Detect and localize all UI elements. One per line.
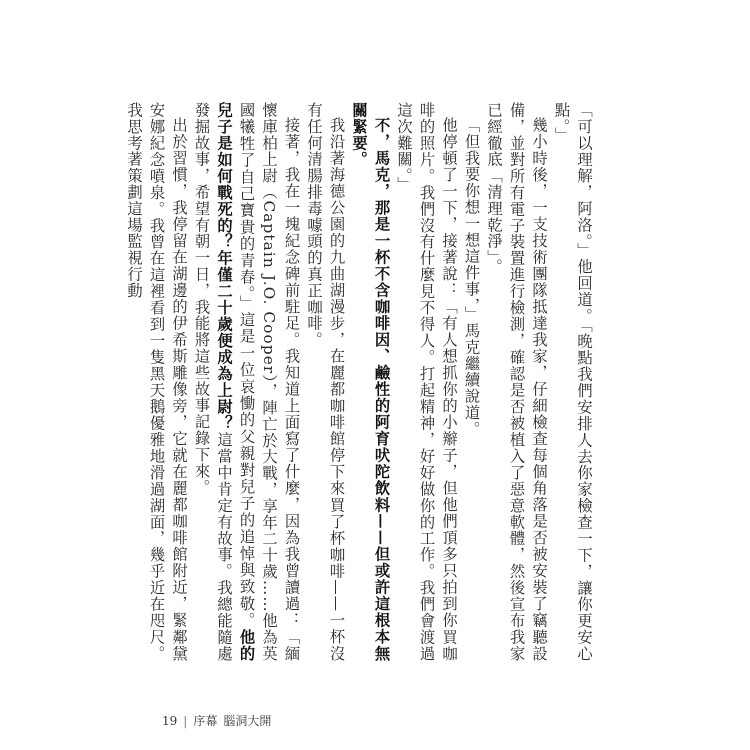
emphasis-text: 不，馬克，那是一杯不含咖啡因、鹼性的阿育吠陀飲料——但或許這根本無關緊要。 <box>350 102 391 662</box>
emphasis-text: 他的兒子是如何戰死的？年僅二十歲便成為上尉？ <box>215 102 256 662</box>
paragraph: 出於習慣，我停留在湖邊的伊希斯雕像旁，它就在麗都咖啡館附近，緊鄰黛安娜紀念噴泉。我曾在這裡看到一隻黑天鵝優雅地滑過湖面，幾乎近在咫尺。我思考著策劃這場監視行動 <box>125 102 188 662</box>
paragraph: 接著，我在一塊紀念碑前駐足。我知道上面寫了什麼，因為我曾讀過：「緬懷庫柏上尉（Captain J.O. Cooper），陣亡於大戰，享年二十歲……他為英國犧牲了自己寶貴的青春。」這是一位哀慟的父親對兒子的追悼與致敬。他的兒子是如何戰死的？年僅二十歲便成為上尉？這當中肯定有故事。我總能隨處發掘故事，希望有朝一日，我能將這些故事記錄下來。 <box>192 102 301 662</box>
paragraph: 我沿著海德公園的九曲湖漫步，在麗都咖啡館停下來買了杯咖啡——一杯沒有任何清腸排毒噱頭的真正咖啡。 <box>305 102 346 662</box>
paragraph: 「可以理解，阿洛。」他回道。「晚點我們安排人去你家檢查一下，讓你更安心點。」 <box>552 102 593 662</box>
section-label: 序幕 <box>193 714 218 728</box>
paragraph: 幾小時後，一支技術團隊抵達我家，仔細檢查每個角落是否被安裝了竊聽設備，並對所有電子裝置進行檢測，確認是否被植入了惡意軟體，然後宣布我家已經徹底「清理乾淨」。 <box>485 102 548 662</box>
page-number: 19 <box>162 713 178 728</box>
chapter-title: 腦洞大開 <box>223 714 272 728</box>
paragraph: 「但我要你想一想這件事，」馬克繼續說道。 <box>462 117 481 438</box>
page-footer <box>162 712 271 729</box>
paragraph-bold <box>348 102 393 662</box>
body-text <box>125 102 595 662</box>
footer-separator: | <box>183 713 188 728</box>
paragraph: 他停頓了一下，接著說：「有人想抓你的小辮子，但他們頂多只拍到你買咖啡的照片。我們沒有什麼見不得人。打起精神，好好做你的工作。我們會渡過這次難關。」 <box>395 102 458 662</box>
